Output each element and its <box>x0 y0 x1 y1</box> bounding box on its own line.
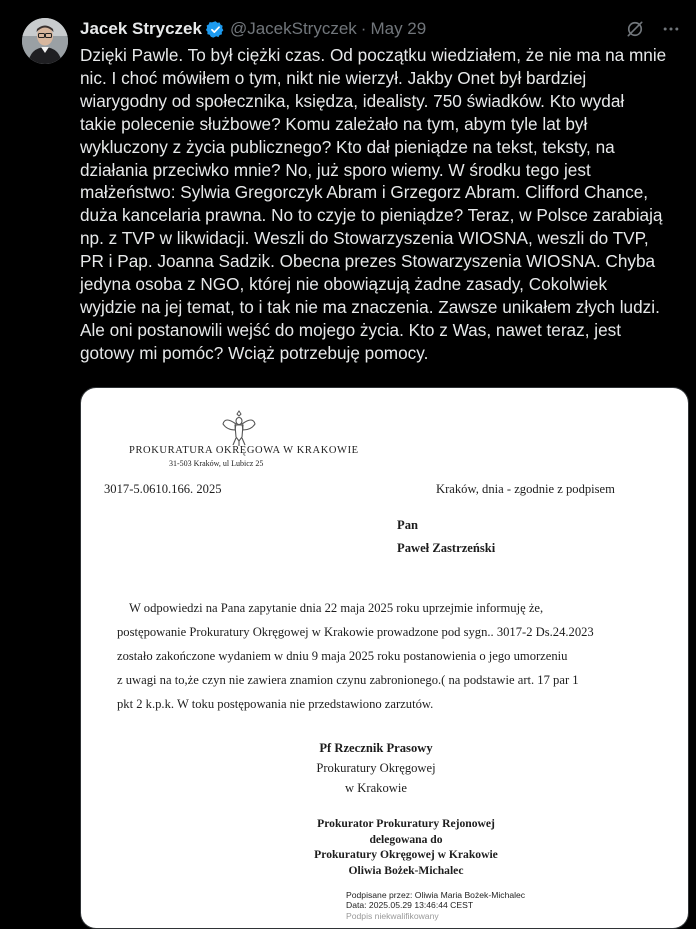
author-name[interactable]: Jacek Stryczek <box>80 19 202 38</box>
tweet-text-line: gotowy mi pomóc? Wciąż potrzebuję pomocy. <box>80 342 429 363</box>
tweet-text-line: jedyna osoba z NGO, której nie obowiązują żadne zasady, Cokolwiek <box>80 274 608 295</box>
tweet-text-line: np. z TVP w likwidacji. Weszli do Stowarzyszenia WIOSNA, weszli do TVP, <box>80 228 649 249</box>
author-handle[interactable]: @JacekStryczek <box>229 19 357 38</box>
document-body-line: pkt 2 k.p.k. W toku postępowania nie przedstawiono zarzutów. <box>117 697 434 711</box>
office-address: 31-503 Kraków, ul Lubicz 25 <box>169 459 264 468</box>
signatory-office-line: Prokuratury Okręgowej <box>316 761 436 775</box>
signatory-role: Pf Rzecznik Prasowy <box>319 741 433 755</box>
case-signature: 3017-5.0610.166. 2025 <box>104 482 222 496</box>
avatar-photo <box>22 18 68 64</box>
esign-line: Data: 2025.05.29 13:46:44 CEST <box>346 900 474 911</box>
document-body-line: postępowanie Prokuratury Okręgowej w Krakowie prowadzone pod sygn.. 3017-2 Ds.24.2023 <box>117 625 594 639</box>
recipient-title: Pan <box>397 518 418 532</box>
tweet-text-line: wiarygodny od społecznika, księdza, idealisty. 750 świadków. Kto wydał <box>80 90 625 111</box>
tweet-text-line: nic. I choć mówiłem o tym, nikt nie wierzył. Jakby Onet był bardziej <box>80 67 587 88</box>
more-options-icon[interactable] <box>660 18 682 40</box>
tweet-text-line: duża kancelaria prawna. No to czyje to pieniądze? Teraz, w Polsce zarabiają <box>80 205 663 226</box>
tweet-text-line: Dzięki Pawle. To był ciężki czas. Od początku wiedziałem, że nie ma na mnie <box>80 45 667 65</box>
verified-badge-icon <box>206 20 225 39</box>
document-body-line: W odpowiedzi na Pana zapytanie dnia 22 maja 2025 roku uprzejmie informuję że, <box>129 601 544 615</box>
office-name: PROKURATURA OKRĘGOWA W KRAKOWIE <box>129 445 359 456</box>
esign-line: Podpis niekwalifikowany <box>346 910 439 921</box>
tweet-text-line: wykluczony z życia publicznego? Kto dał pieniądze na tekst, teksty, na <box>80 136 615 157</box>
prosecutor-line: Oliwia Bożek-Michalec <box>348 863 464 877</box>
tweet-text <box>80 44 686 365</box>
electronic-signature <box>346 890 525 921</box>
prosecutor-line: delegowana do <box>369 832 443 846</box>
tweet-text-line: działania przeciwko mnie? No, już sporo wiemy. W środku tego jest <box>80 159 591 180</box>
avatar[interactable] <box>22 18 68 64</box>
prosecutor-block <box>281 816 531 878</box>
prosecutor-line: Prokurator Prokuratury Rejonowej <box>317 817 495 830</box>
place-date: Kraków, dnia - zgodnie z podpisem <box>436 482 615 496</box>
tweet-text-line: małżeństwo: Sylwia Gregorczyk Abram i Grzegorz Abram. Clifford Chance, <box>80 182 649 203</box>
document-body-line: z uwagi na to,że czyn nie zawiera znamion czynu zabronionego.( na podstawie art. 17 par 1 <box>117 673 579 687</box>
grok-icon[interactable] <box>624 18 646 40</box>
document-body-line: zostało zakończone wydaniem w dniu 9 maja 2025 roku postanowienia o jego umorzeniu <box>117 649 568 663</box>
tweet-text-line: takie polecenie służbowe? Komu zależało na tym, abym tyle lat był <box>80 113 588 134</box>
recipient-name: Paweł Zastrzeński <box>397 541 496 555</box>
signatory-block <box>291 738 461 798</box>
tweet-text-line: PR i Pap. Joanna Sadzik. Obecna prezes Stowarzyszenia WIOSNA. Chyba <box>80 251 656 272</box>
document-body <box>117 596 632 716</box>
tweet-image[interactable] <box>80 387 689 929</box>
document-scan <box>81 388 688 928</box>
tweet-text-line: wyjdzie na jej temat, to i tak nie ma znaczenia. Zawsze unikałem złych ludzi. <box>80 296 660 317</box>
prosecutor-line: Prokuratury Okręgowej w Krakowie <box>314 848 498 861</box>
tweet-header <box>80 16 682 42</box>
signatory-office-line: w Krakowie <box>345 781 407 795</box>
esign-line: Podpisane przez: Oliwia Maria Bożek-Michalec <box>346 890 526 900</box>
polish-eagle-emblem-icon <box>221 408 257 448</box>
header-separator: · <box>360 19 367 38</box>
tweet-text-line: Ale oni postanowili wejść do mojego życia. Kto z Was, nawet teraz, jest <box>80 319 622 340</box>
tweet-date[interactable]: May 29 <box>370 19 427 38</box>
